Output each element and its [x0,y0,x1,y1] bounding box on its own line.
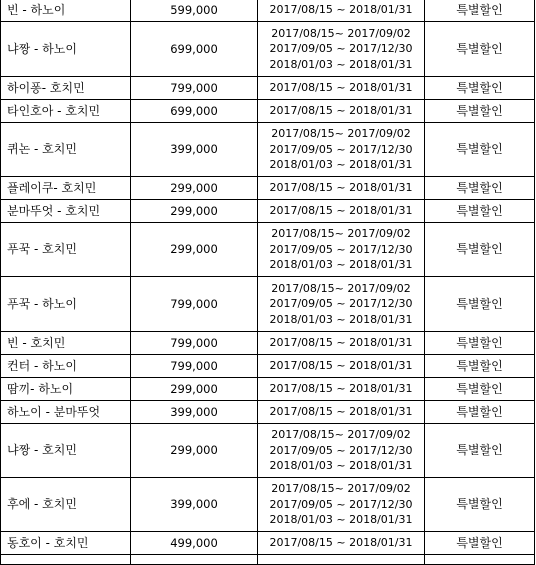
period-cell [258,532,425,555]
discount-type-cell [425,555,535,565]
price-cell: 499,000 [131,532,258,555]
price-cell: 399,000 [131,478,258,532]
period-line: 2017/09/05 ~ 2017/12/30 [269,497,413,511]
period-line: 2018/01/03 ~ 2018/01/31 [269,459,413,473]
period-line: 2017/08/15 ~ 2018/01/31 [269,104,413,118]
period-line: 2017/08/15 ~ 2018/01/31 [269,382,413,396]
period-cell [258,22,425,77]
fare-row [1,532,535,555]
period-cell [258,401,425,424]
route-cell [1,555,131,565]
discount-type-cell: 특별할인 [425,22,535,77]
discount-type-cell: 특별할인 [425,332,535,355]
price-cell: 299,000 [131,223,258,277]
period-line: 2017/08/15 ~ 2018/01/31 [269,181,413,195]
discount-type-cell: 특별할인 [425,177,535,200]
fare-row [1,100,535,123]
discount-type-cell: 특별할인 [425,355,535,378]
discount-type-cell: 특별할인 [425,77,535,100]
period-line: 2018/01/03 ~ 2018/01/31 [269,158,413,172]
price-cell: 799,000 [131,332,258,355]
price-cell: 399,000 [131,123,258,177]
route-cell: 퀴논 - 호치민 [1,123,131,177]
fare-row [1,401,535,424]
fare-row [1,355,535,378]
period-cell [258,378,425,401]
period-cell [258,478,425,532]
route-cell: 하이퐁- 호치민 [1,77,131,100]
route-cell: 냐짱 - 하노이 [1,22,131,77]
period-line: 2017/08/15~ 2017/09/02 [271,227,411,241]
fare-row [1,0,535,22]
fare-row [1,77,535,100]
period-line: 2017/09/05 ~ 2017/12/30 [269,242,413,256]
period-line: 2017/08/15 ~ 2018/01/31 [269,536,413,550]
fare-row [1,200,535,223]
price-cell: 799,000 [131,277,258,332]
fare-row [1,123,535,177]
price-cell: 699,000 [131,22,258,77]
discount-type-cell: 특별할인 [425,532,535,555]
discount-type-cell: 특별할인 [425,478,535,532]
period-cell [258,223,425,277]
route-cell: 하노이 - 분마뚜엇 [1,401,131,424]
fare-row [1,332,535,355]
price-cell: 299,000 [131,177,258,200]
period-cell [258,277,425,332]
discount-type-cell: 특별할인 [425,100,535,123]
price-cell: 299,000 [131,200,258,223]
route-cell: 냐짱 - 호치민 [1,424,131,478]
period-line: 2017/08/15~ 2017/09/02 [271,281,411,295]
period-line: 2017/08/15 ~ 2018/01/31 [269,3,413,17]
price-cell: 799,000 [131,77,258,100]
fare-row [1,424,535,478]
price-cell: 599,000 [131,0,258,22]
fare-row [1,223,535,277]
price-cell: 299,000 [131,424,258,478]
fare-row [1,277,535,332]
discount-type-cell: 특별할인 [425,0,535,22]
period-line: 2017/09/05 ~ 2017/12/30 [269,42,413,56]
period-cell [258,0,425,22]
period-line: 2018/01/03 ~ 2018/01/31 [269,312,413,326]
fare-row [1,478,535,532]
period-cell [258,177,425,200]
discount-type-cell: 특별할인 [425,378,535,401]
period-line: 2017/09/05 ~ 2017/12/30 [269,142,413,156]
price-cell: 299,000 [131,378,258,401]
route-cell: 후에 - 호치민 [1,478,131,532]
period-line: 2017/09/05 ~ 2017/12/30 [269,297,413,311]
route-cell: 빈 - 하노이 [1,0,131,22]
period-line: 2017/08/15 ~ 2018/01/31 [269,81,413,95]
route-cell: 푸꾹 - 하노이 [1,277,131,332]
fare-table-body [1,0,535,565]
period-cell [258,555,425,565]
period-line: 2017/08/15~ 2017/09/02 [271,482,411,496]
price-cell: 699,000 [131,100,258,123]
fare-row [1,378,535,401]
period-line: 2018/01/03 ~ 2018/01/31 [269,258,413,272]
route-cell: 빈 - 호치민 [1,332,131,355]
period-line: 2017/08/15~ 2017/09/02 [271,127,411,141]
period-cell [258,424,425,478]
price-cell: 799,000 [131,355,258,378]
route-cell: 컨터 - 하노이 [1,355,131,378]
route-cell: 분마뚜엇 - 호치민 [1,200,131,223]
period-cell [258,332,425,355]
period-cell [258,100,425,123]
discount-type-cell: 특별할인 [425,123,535,177]
period-line: 2017/08/15~ 2017/09/02 [271,26,411,40]
fare-row [1,555,535,565]
discount-type-cell: 특별할인 [425,200,535,223]
discount-type-cell: 특별할인 [425,401,535,424]
price-cell: 399,000 [131,401,258,424]
period-cell [258,200,425,223]
discount-type-cell: 특별할인 [425,277,535,332]
period-line: 2018/01/03 ~ 2018/01/31 [269,513,413,527]
discount-type-cell: 특별할인 [425,223,535,277]
route-cell: 동호이 - 호치민 [1,532,131,555]
period-line: 2017/08/15 ~ 2018/01/31 [269,336,413,350]
discount-type-cell: 특별할인 [425,424,535,478]
period-cell [258,355,425,378]
period-line: 2017/08/15 ~ 2018/01/31 [269,204,413,218]
period-line: 2017/08/15 ~ 2018/01/31 [269,405,413,419]
route-cell: 땀끼- 하노이 [1,378,131,401]
period-line: 2017/08/15 ~ 2018/01/31 [269,359,413,373]
period-line: 2017/08/15~ 2017/09/02 [271,428,411,442]
period-line: 2017/09/05 ~ 2017/12/30 [269,443,413,457]
price-cell [131,555,258,565]
route-cell: 플레이쿠- 호치민 [1,177,131,200]
route-cell: 푸꾹 - 호치민 [1,223,131,277]
period-cell [258,77,425,100]
fare-row [1,22,535,77]
route-cell: 타인호아 - 호치민 [1,100,131,123]
period-line: 2018/01/03 ~ 2018/01/31 [269,57,413,71]
period-cell [258,123,425,177]
fare-row [1,177,535,200]
